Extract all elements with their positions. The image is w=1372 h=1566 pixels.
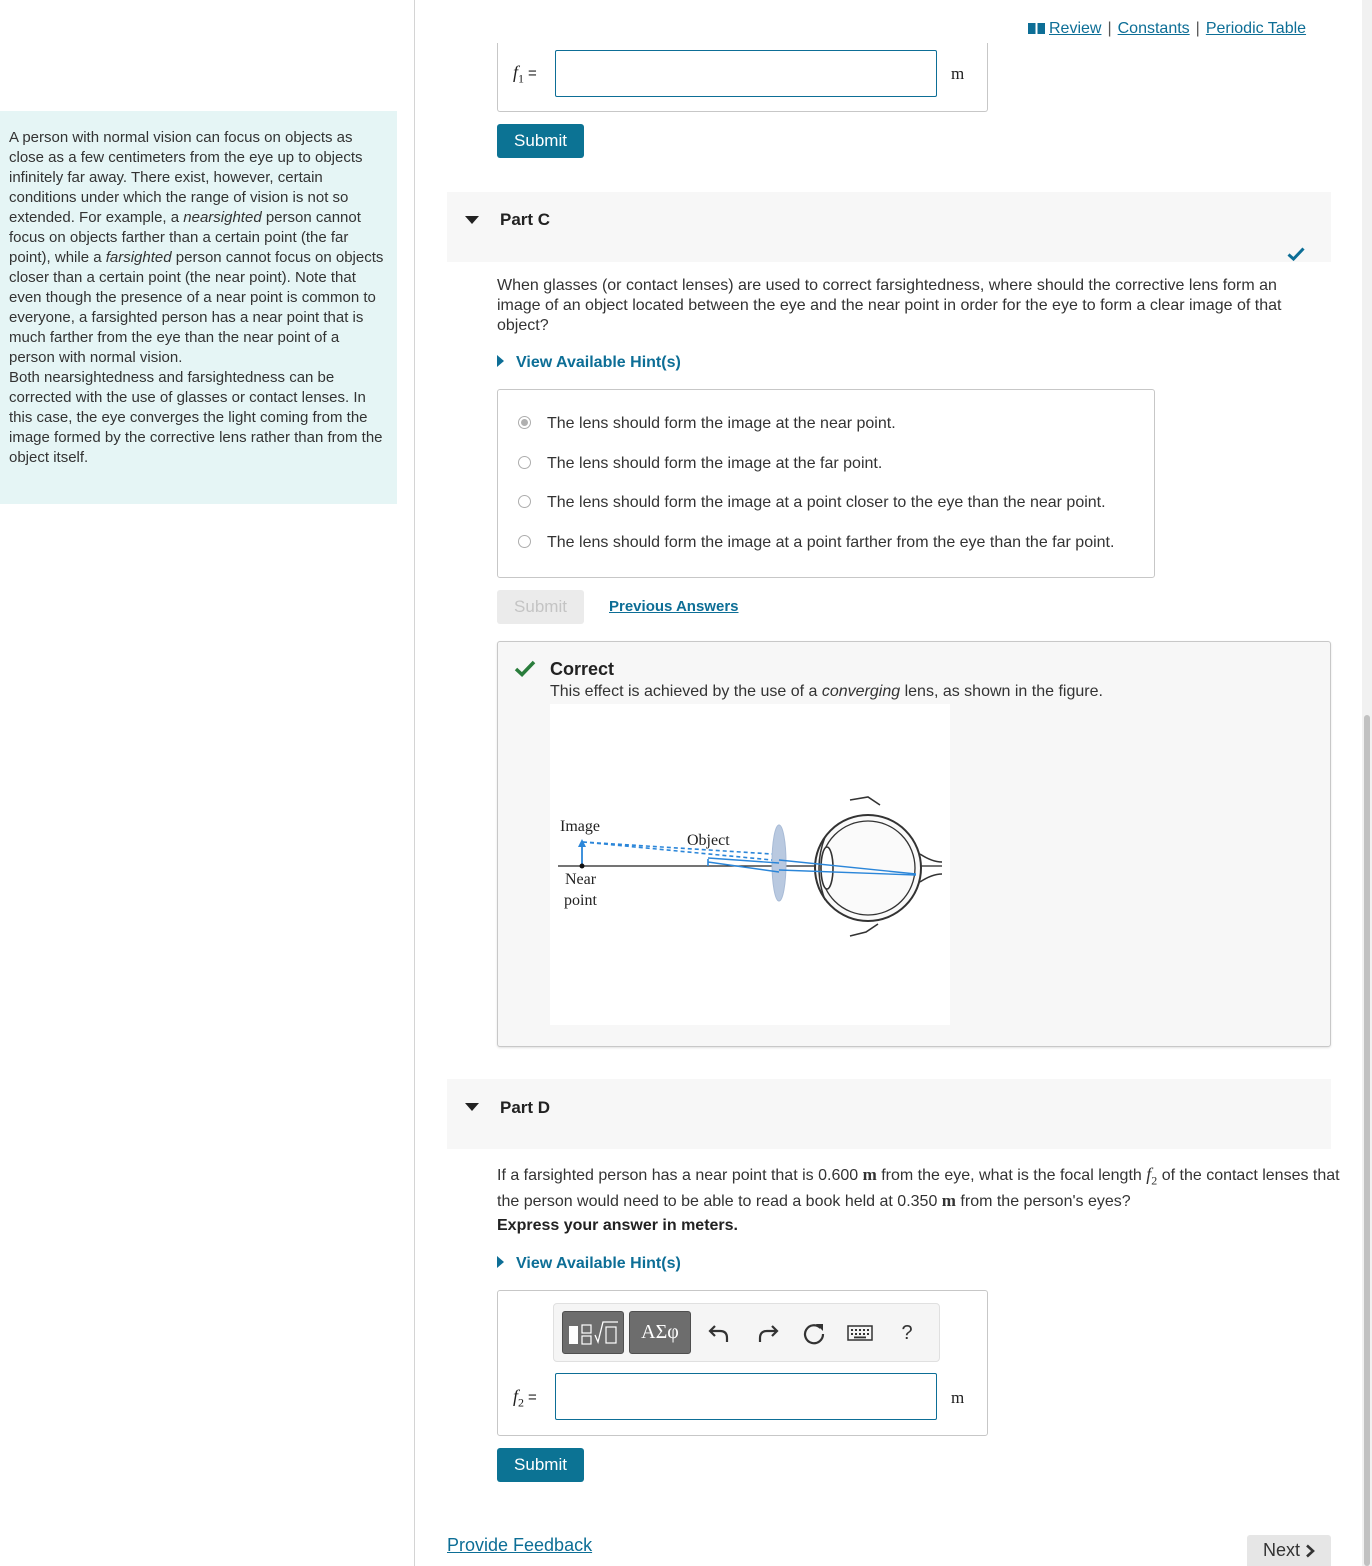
collapse-caret-icon xyxy=(465,216,479,224)
part-c-header[interactable] xyxy=(447,192,1331,262)
part-d-instruction: Express your answer in meters. xyxy=(497,1217,738,1234)
next-label: Next xyxy=(1262,1540,1300,1560)
greek-symbols-button[interactable]: ΑΣφ xyxy=(629,1311,691,1354)
f1-input[interactable] xyxy=(555,50,937,97)
periodic-table-link[interactable]: Periodic Table xyxy=(1205,20,1307,37)
checkmark-icon xyxy=(1287,247,1305,261)
intro-paragraph-2: Both nearsightedness and farsightedness can be corrected with the use of glasses or contact lenses. In this case, the eye converges the light coming from the image formed by the corrective lens rather than from the object itself. xyxy=(9,369,383,466)
redo-icon xyxy=(757,1323,779,1343)
intro-paragraph-1: A person with normal vision can focus on objects as close as a few centimeters from the eye up to objects infinitely far away. There exist, however, certain conditions under which the range of vision is not so extended. For example, a nearsighted person cannot focus on objects farther than a certain point (the far point), while a farsighted person cannot focus on objects closer than a certain point (the near point). Note that even though the presence of a near point is common to everyone, a farsighted person has a near point that is much farther from the eye than the near point of a person with normal vision. xyxy=(9,129,384,366)
expand-triangle-icon xyxy=(497,355,504,367)
part-d-hint-toggle[interactable]: View Available Hint(s) xyxy=(497,1255,681,1273)
part-c-submit-button: Submit xyxy=(497,590,584,624)
option-far-point[interactable]: The lens should form the image at the far point. xyxy=(518,455,882,473)
collapse-caret-icon xyxy=(465,1103,479,1111)
f2-unit: m xyxy=(951,1388,965,1407)
feedback-text: This effect is achieved by the use of a converging lens, as shown in the figure. xyxy=(550,683,1103,700)
feedback-status: Correct xyxy=(550,659,615,679)
f2-input[interactable] xyxy=(555,1373,937,1420)
redo-button[interactable] xyxy=(753,1318,783,1348)
radio-button[interactable] xyxy=(518,535,531,548)
option-near-point[interactable]: The lens should form the image at the near point. xyxy=(518,415,896,433)
templates-icon xyxy=(566,1319,620,1347)
review-link[interactable]: Review xyxy=(1049,20,1102,37)
option-closer-than-near[interactable]: The lens should form the image at a point closer to the eye than the near point. xyxy=(518,494,1106,512)
math-toolbar xyxy=(553,1303,940,1362)
reset-icon xyxy=(802,1321,826,1345)
eye-lens-diagram xyxy=(550,704,950,1025)
book-icon xyxy=(1028,23,1045,34)
part-d-submit-button[interactable]: Submit xyxy=(497,1448,584,1482)
part-c-hint-toggle[interactable]: View Available Hint(s) xyxy=(497,354,681,372)
part-d-question: If a farsighted person has a near point that is 0.600 m from the eye, what is the focal length $f_2$ of the contact lenses that the person would need to be able to read a book held at 0.350 m from the person's eyes? xyxy=(497,1164,1340,1210)
panel-divider xyxy=(414,0,415,1566)
scrollbar-thumb[interactable] xyxy=(1364,715,1370,1566)
f2-label: $f_2$ = xyxy=(513,1386,537,1410)
part-d-header[interactable] xyxy=(447,1079,1331,1149)
option-farther-than-far[interactable]: The lens should form the image at a point farther from the eye than the far point. xyxy=(518,534,1114,552)
part-d-title: Part D xyxy=(500,1098,551,1117)
help-button[interactable]: ? xyxy=(901,1321,913,1344)
radio-button[interactable] xyxy=(518,495,531,508)
provide-feedback-link[interactable]: Provide Feedback xyxy=(447,1535,593,1555)
image-label: Image xyxy=(560,818,600,835)
expand-triangle-icon xyxy=(497,1256,504,1268)
f1-unit: m xyxy=(951,64,965,83)
constants-link[interactable]: Constants xyxy=(1117,20,1190,37)
keyboard-icon xyxy=(847,1325,873,1341)
part-c-question: When glasses (or contact lenses) are used to correct farsightedness, where should the corrective lens form an image of an object located between the eye and the near point in order for the eye to form a clear image of that object? xyxy=(497,277,1282,334)
previous-answers-link[interactable]: Previous Answers xyxy=(609,598,739,615)
keyboard-button[interactable] xyxy=(845,1318,875,1348)
reset-button[interactable] xyxy=(799,1318,829,1348)
separator: | xyxy=(1107,20,1112,37)
object-label: Object xyxy=(687,832,730,849)
header-links xyxy=(1028,20,1306,38)
undo-icon xyxy=(708,1323,730,1343)
separator: | xyxy=(1195,20,1200,37)
templates-button[interactable] xyxy=(562,1311,624,1354)
undo-button[interactable] xyxy=(704,1318,734,1348)
part-b-submit-button[interactable]: Submit xyxy=(497,124,584,158)
intro-panel xyxy=(0,111,397,504)
radio-button[interactable] xyxy=(518,456,531,469)
f1-label: $f_1$ = xyxy=(513,62,537,86)
check-icon xyxy=(514,660,536,677)
next-button[interactable] xyxy=(1247,1535,1331,1566)
point-label: point xyxy=(564,892,597,909)
radio-button[interactable] xyxy=(518,416,531,429)
part-c-title: Part C xyxy=(500,210,551,229)
near-label: Near xyxy=(565,871,597,888)
chevron-right-icon xyxy=(1305,1544,1315,1558)
lens-figure xyxy=(550,704,950,1025)
